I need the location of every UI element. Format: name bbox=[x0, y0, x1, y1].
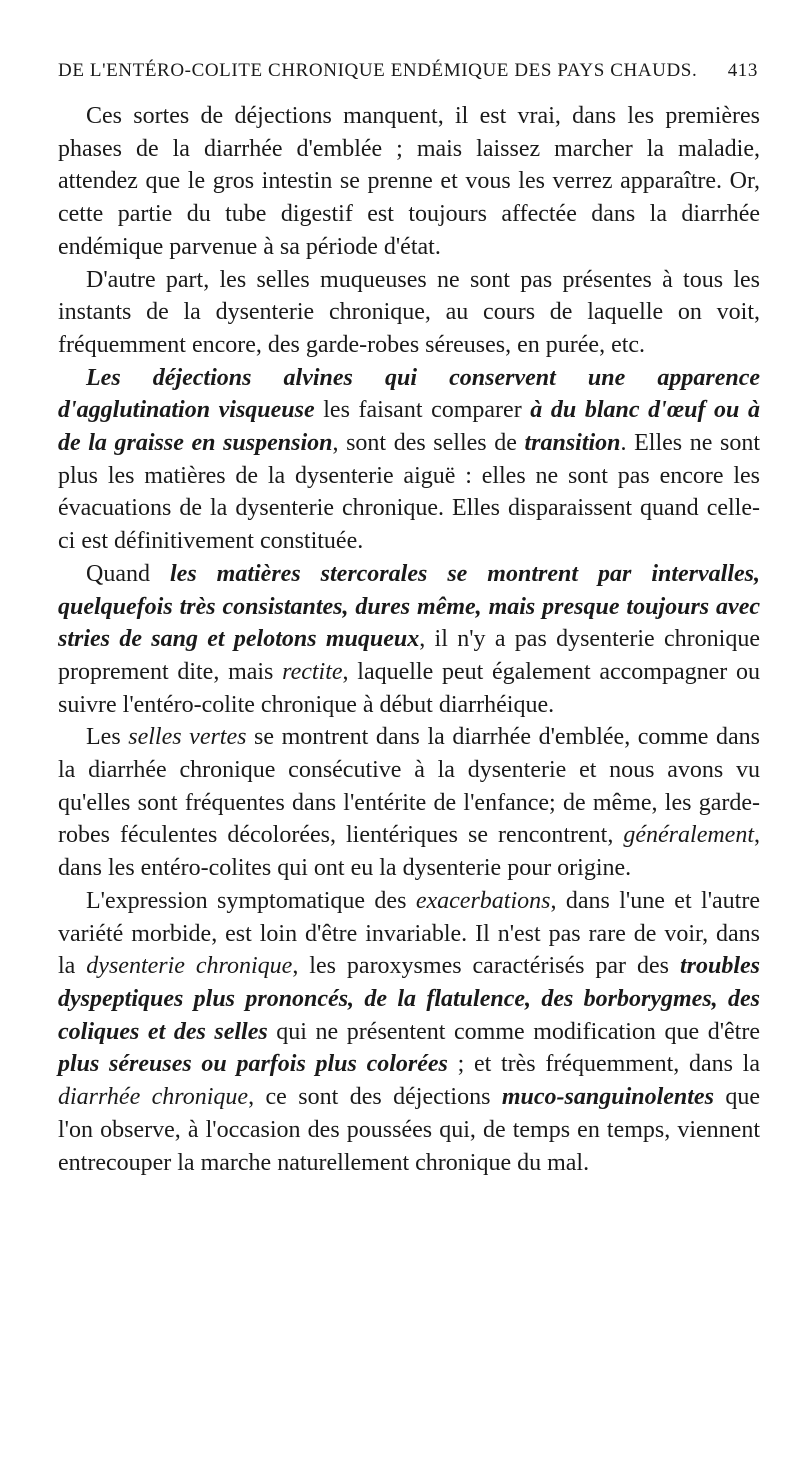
running-title: DE L'ENTÉRO-COLITE CHRONIQUE ENDÉMIQUE DES PAYS CHAUDS. bbox=[58, 60, 698, 81]
emphasis: à du blanc d'œuf ou à de la graisse en suspension bbox=[58, 397, 760, 457]
page-number: 413 bbox=[727, 60, 758, 81]
emphasis: Les déjections alvines qui conservent une apparence d'agglutination visqueuse bbox=[58, 364, 760, 424]
emphasis: selles vertes bbox=[128, 724, 247, 751]
emphasis: exacerbations bbox=[415, 887, 551, 914]
running-header bbox=[58, 60, 758, 90]
paragraph: Quand les matières stercorales se montrent par intervalles, quelquefois très consistantes, dures même, mais presque toujours avec stries de sang et pelotons muqueux, il n'y a pas dysenterie chronique proprement dite, mais rectite, laquelle peut également accompagner ou suivre l'entéro-colite chronique à début diarrhéique. bbox=[58, 560, 761, 718]
emphasis: rectite bbox=[282, 658, 343, 685]
emphasis: transition bbox=[524, 430, 621, 457]
paragraph: Les déjections alvines qui conservent une apparence d'agglutination visqueuse les faisant comparer à du blanc d'œuf ou à de la graisse en suspension, sont des selles de transition. Elles ne sont plus les matières de la dysenterie aiguë : elles ne sont pas encore les évacuations de la dysenterie chronique. Elles disparaissent quand celle-ci est définitivement constituée. bbox=[58, 364, 760, 555]
emphasis: généralement bbox=[623, 822, 754, 849]
paragraph: D'autre part, les selles muqueuses ne sont pas présentes à tous les instants de la dysenterie chronique, au cours de laquelle on voit, fréquemment encore, des garde-robes séreuses, en purée, etc. bbox=[58, 266, 760, 358]
emphasis: plus séreuses ou parfois plus colorées bbox=[58, 1051, 448, 1078]
emphasis: diarrhée chronique bbox=[58, 1084, 249, 1111]
paragraph: Ces sortes de déjections manquent, il est vrai, dans les premières phases de la diarrhée d'emblée ; mais laissez marcher la maladie, attendez que le gros intestin se prenne et vous les verrez apparaître. Or, cette partie du tube digestif est toujours affectée dans la diarrhée endémique parvenue à sa période d'état. bbox=[58, 103, 760, 260]
body-text bbox=[58, 100, 760, 1179]
emphasis: les matières stercorales se montrent par intervalles, quelquefois très consistantes, dures même, mais presque toujours avec stries de sang et pelotons muqueux bbox=[58, 560, 761, 653]
emphasis: muco-sanguinolentes bbox=[501, 1084, 714, 1111]
emphasis: troubles dyspeptiques plus prononcés, de la flatulence, des borborygmes, des coliques et des selles bbox=[58, 953, 760, 1045]
paragraph: Les selles vertes se montrent dans la diarrhée d'emblée, comme dans la diarrhée chronique consécutive à la dysenterie et nous avons vu qu'elles sont fréquentes dans l'entérite de l'enfance; de même, les garde-robes féculentes décolorées, lientériques se rencontrent, généralement, dans les entéro-colites qui ont eu la dysenterie pour origine. bbox=[58, 724, 761, 882]
paragraph: L'expression symptomatique des exacerbations, dans l'une et l'autre variété morbide, est loin d'être invariable. Il n'est pas rare de voir, dans la dysenterie chronique, les paroxysmes caractérisés par des troubles dyspeptiques plus prononcés, de la flatulence, des borborygmes, des coliques et des selles qui ne présentent comme modification que d'être plus séreuses ou parfois plus colorées ; et très fréquemment, dans la diarrhée chronique, ce sont des déjections muco-sanguinolentes que l'on observe, à l'occasion des poussées qui, de temps en temps, viennent entrecouper la marche naturellement chronique du mal. bbox=[58, 887, 761, 1176]
emphasis: dysenterie chronique bbox=[86, 953, 293, 980]
